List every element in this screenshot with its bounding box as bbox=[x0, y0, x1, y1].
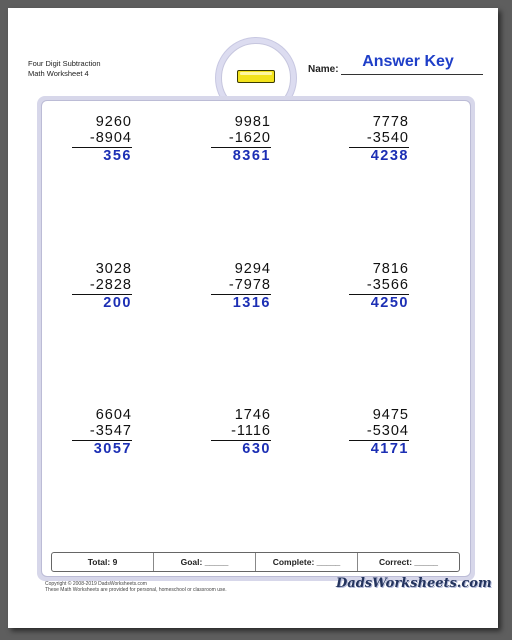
problem-2-top: 9981 bbox=[234, 114, 271, 130]
copyright-line-1: Copyright © 2008-2019 DadsWorksheets.com bbox=[45, 581, 147, 587]
problem-5 bbox=[211, 261, 271, 311]
name-field-line[interactable] bbox=[341, 74, 483, 75]
problem-6-top: 7816 bbox=[372, 261, 409, 277]
score-box bbox=[51, 552, 460, 572]
problem-7-top: 6604 bbox=[95, 407, 132, 423]
problem-4 bbox=[72, 261, 132, 311]
problem-6-bottom: -3566 bbox=[366, 277, 409, 293]
problem-9-top: 9475 bbox=[372, 407, 409, 423]
title-line-2: Math Worksheet 4 bbox=[28, 69, 89, 78]
score-total: Total: 9 bbox=[87, 557, 118, 567]
problem-3-top: 7778 bbox=[372, 114, 409, 130]
problem-6-answer: 4250 bbox=[370, 295, 409, 311]
problem-5-bottom: -7978 bbox=[228, 277, 271, 293]
problems-frame-inner bbox=[41, 100, 471, 577]
name-label: Name: bbox=[308, 64, 339, 75]
copyright-notice bbox=[45, 581, 227, 593]
problem-2-answer: 8361 bbox=[232, 148, 271, 164]
problem-6 bbox=[349, 261, 409, 311]
problem-1 bbox=[72, 114, 132, 164]
score-complete: Complete: _____ bbox=[255, 553, 357, 571]
problem-2-bottom: -1620 bbox=[228, 130, 271, 146]
problem-4-top: 3028 bbox=[95, 261, 132, 277]
worksheet-title bbox=[28, 59, 101, 79]
problem-3-bottom: -3540 bbox=[366, 130, 409, 146]
problem-7 bbox=[72, 407, 132, 457]
problem-3-answer: 4238 bbox=[370, 148, 409, 164]
problem-1-top: 9260 bbox=[95, 114, 132, 130]
problem-8-bottom: -1116 bbox=[231, 423, 271, 439]
problem-7-bottom: -3547 bbox=[89, 423, 132, 439]
problem-9-bottom: -5304 bbox=[366, 423, 409, 439]
copyright-line-2: These Math Worksheets are provided for personal, homeschool or classroom use. bbox=[45, 587, 227, 593]
title-line-1: Four Digit Subtraction bbox=[28, 59, 101, 68]
score-goal: Goal: _____ bbox=[153, 553, 255, 571]
score-correct: Correct: _____ bbox=[357, 553, 459, 571]
problem-1-answer: 356 bbox=[103, 148, 132, 164]
problem-9 bbox=[349, 407, 409, 457]
yellow-bar-icon bbox=[237, 70, 275, 83]
problem-5-answer: 1316 bbox=[232, 295, 271, 311]
answer-key-text: Answer Key bbox=[362, 53, 454, 70]
problem-3 bbox=[349, 114, 409, 164]
problem-4-bottom: -2828 bbox=[89, 277, 132, 293]
problem-5-top: 9294 bbox=[234, 261, 271, 277]
problem-1-bottom: -8904 bbox=[89, 130, 132, 146]
problem-2 bbox=[211, 114, 271, 164]
problem-7-answer: 3057 bbox=[93, 441, 132, 457]
problem-8-top: 1746 bbox=[234, 407, 271, 423]
problems-frame bbox=[37, 96, 475, 581]
site-logo: DadsWorksheets.com bbox=[336, 576, 492, 591]
problem-9-answer: 4171 bbox=[370, 441, 409, 457]
problem-8 bbox=[211, 407, 271, 457]
problem-4-answer: 200 bbox=[103, 295, 132, 311]
problem-8-answer: 630 bbox=[242, 441, 271, 457]
